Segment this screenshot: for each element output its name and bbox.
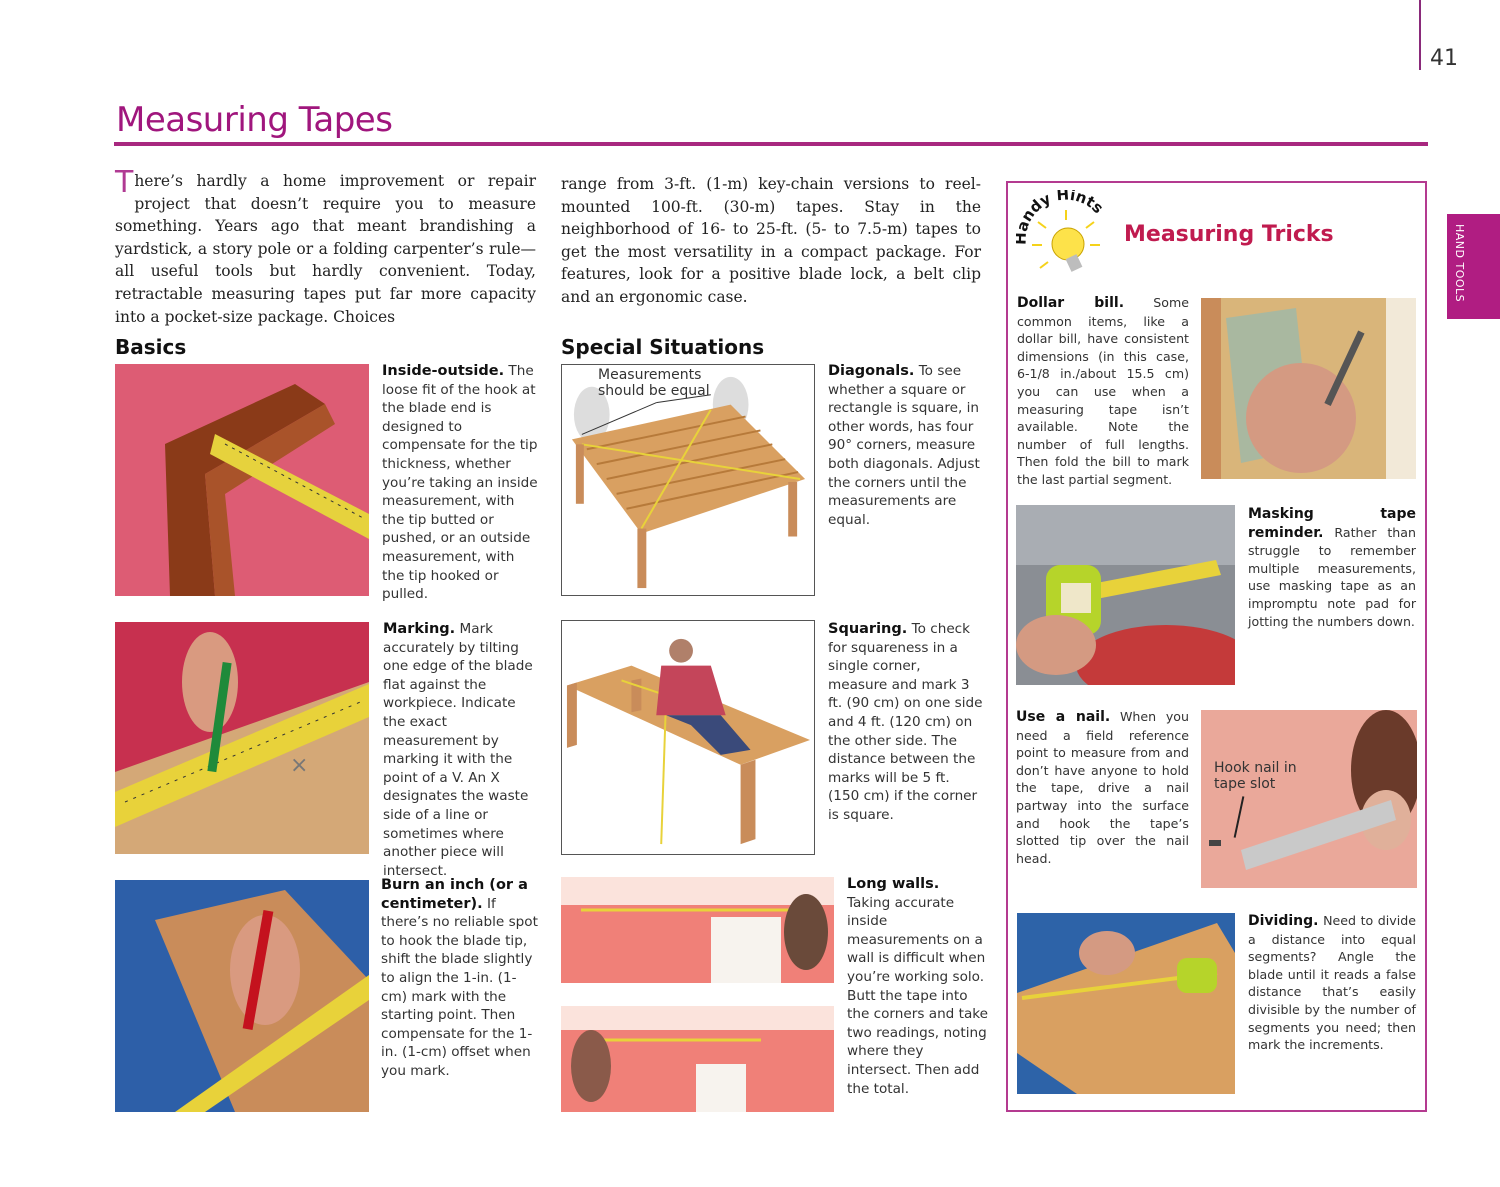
- page-title: Measuring Tapes: [116, 100, 393, 140]
- hint-title: Masking tape reminder.: [1248, 506, 1416, 541]
- caption-title: Marking.: [383, 621, 456, 637]
- intro-column-1: [115, 165, 536, 328]
- photo-marking: [115, 622, 369, 854]
- intro-text-1: here’s hardly a home improvement or repair project that doesn’t require you to measure something. Years ago that meant brandishing a yardstick, a story pole or a folding carpenter’s rule—all useful tools but hardly convenient. Today, retractable measuring tapes put far more capacity into a pocket-size package. Choices: [115, 172, 536, 326]
- hint-title: Use a nail.: [1016, 709, 1111, 725]
- caption-text: Mark accurately by tilting one edge of the blade flat against the workpiece. Indicate the exact measurement by marking it with the point of a V. An X designates the waste side of a line or sometimes where another piece will intersect.: [383, 621, 533, 879]
- lightbulb-icon: [1032, 210, 1100, 272]
- caption-text: The loose fit of the hook at the blade end is designed to compensate for the tip thickness, whether you’re taking an inside measurement, with the tip butted or pushed, or an outside measurement, with the tip hooked or pulled.: [382, 363, 538, 603]
- section-tab-label: HAND TOOLS: [1453, 224, 1466, 303]
- caption-diagonals: [828, 362, 984, 529]
- hint-dollar-bill: [1017, 294, 1189, 489]
- photo-squaring: [561, 620, 815, 855]
- photo-burn-an-inch: [115, 880, 369, 1112]
- photo-inside-outside: [115, 364, 369, 596]
- diagram-label-diagonals: Measurements should be equal: [598, 367, 710, 399]
- photo-masking-tape: [1016, 505, 1235, 685]
- caption-title: Inside-outside.: [382, 363, 505, 379]
- handy-hints-badge: [1016, 190, 1116, 282]
- caption-long-walls: [847, 875, 989, 1098]
- caption-inside-outside: [382, 362, 538, 604]
- hint-text: When you need a field reference point to measure from and don’t have anyone to hold the tape, drive a nail partway into the surface and hook the tape’s slotted tip over the nail head.: [1016, 709, 1189, 866]
- drop-cap: T: [115, 165, 134, 200]
- intro-column-2: range from 3-ft. (1-m) key-chain versions to reel-mounted 100-ft. (30-m) tapes. Stay in the neighborhood of 16- to 25-ft. (5- to 7.5-m) tapes to get the most versatility in a compact package. For features, look for a positive blade lock, a belt clip and an ergonomic case.: [561, 175, 981, 306]
- special-situations-heading: Special Situations: [561, 335, 765, 359]
- caption-title: Burn an inch (or a centimeter).: [381, 877, 528, 912]
- caption-text: To see whether a square or rectangle is square, in other words, has four 90° corners, measure both diagonals. Adjust the corners until the measurements are equal.: [828, 363, 980, 528]
- photo-use-a-nail: [1201, 710, 1417, 888]
- hint-masking-tape: [1248, 505, 1416, 630]
- caption-squaring: [828, 620, 984, 825]
- photo-dividing: [1017, 913, 1235, 1094]
- caption-text: To check for squareness in a single corner, measure and mark 3 ft. (90 cm) on one side and 4 ft. (120 cm) on the other side. The distance between the marks will be 5 ft. (150 cm) if the corner is square.: [828, 621, 983, 823]
- photo-long-walls-1: [561, 877, 834, 983]
- hook-nail-label: Hook nail in tape slot: [1214, 760, 1297, 792]
- handy-hints-badge-text: ndy Hints: [1017, 190, 1108, 225]
- caption-text: Taking accurate inside measurements on a wall is difficult when you’re working solo. Butt the tape into the corners and take two readings, noting where they intersect. Then add the total.: [847, 894, 989, 1097]
- basics-heading: Basics: [115, 335, 187, 359]
- hint-dividing: [1248, 912, 1416, 1054]
- caption-text: If there’s no reliable spot to hook the blade tip, shift the blade slightly to align the 1-in. (1-cm) mark with the starting point. Then compensate for the 1-in. (1-cm) offset when you mark.: [381, 895, 538, 1079]
- svg-text:×: ×: [290, 753, 309, 778]
- hint-text: Some common items, like a dollar bill, have consistent dimensions (in this case, 6-1/8 in./about 15.5 cm) you can use when a measuring tape isn’t available. Note the number of full lengths. Then fold the bill to mark the last partial segment.: [1017, 295, 1189, 487]
- caption-title: Diagonals.: [828, 363, 915, 379]
- hint-title: Dollar bill.: [1017, 295, 1125, 311]
- caption-title: Squaring.: [828, 621, 908, 637]
- photo-dollar-bill: [1201, 298, 1416, 479]
- hint-use-a-nail: [1016, 708, 1189, 867]
- page-number-rule: [1419, 0, 1421, 70]
- hints-title: Measuring Tricks: [1124, 222, 1334, 247]
- photo-long-walls-2: [561, 1006, 834, 1112]
- page-number: 41: [1430, 46, 1458, 71]
- section-tab[interactable]: [1447, 214, 1500, 319]
- caption-burn-an-inch: [381, 876, 539, 1081]
- hint-text: Rather than struggle to remember multiple measurements, use masking tape as an impromptu note pad for jotting the numbers down.: [1248, 524, 1416, 629]
- hint-title: Dividing.: [1248, 913, 1319, 929]
- hint-text: Need to divide a distance into equal segments? Angle the blade until it reads a false distance that’s easily divisible by the number of segments you need; then mark the increments.: [1248, 913, 1416, 1053]
- title-rule: [114, 142, 1428, 146]
- caption-title: Long walls.: [847, 876, 940, 892]
- caption-marking: [383, 620, 539, 880]
